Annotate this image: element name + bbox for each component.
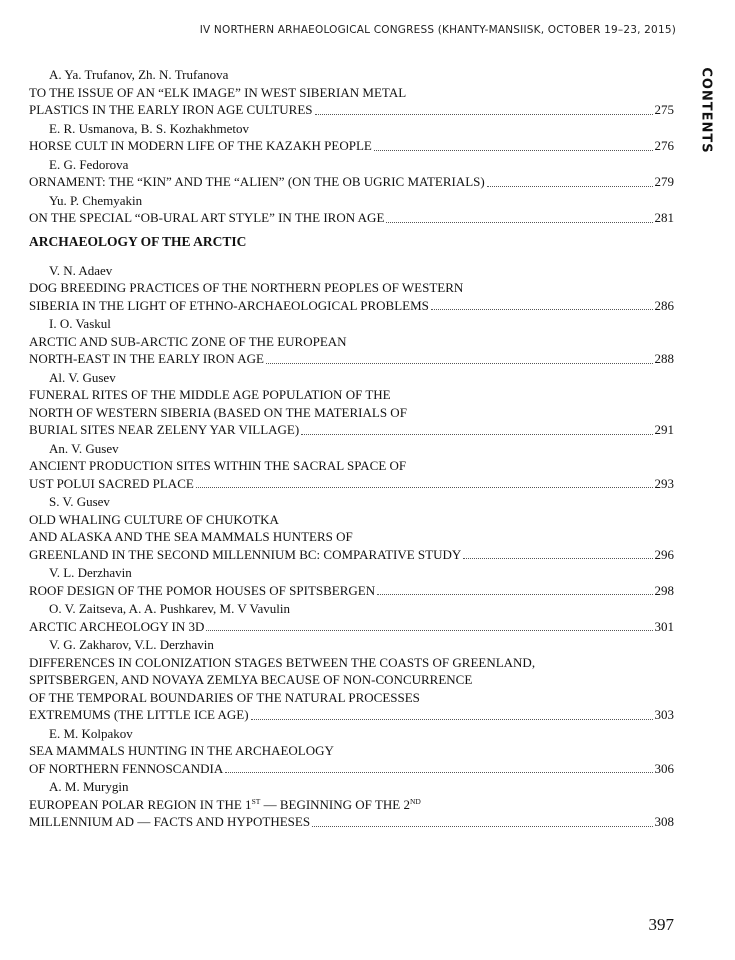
toc-entry-authors: V. N. Adaev: [49, 262, 113, 278]
toc-entry-title-end: ROOF DESIGN OF THE POMOR HOUSES OF SPITSBERGEN: [29, 582, 376, 598]
toc-entry: [29, 778, 674, 831]
dot-leader: [431, 309, 653, 310]
toc-entry-title-line: OF THE TEMPORAL BOUNDARIES OF THE NATURAL PROCESSES: [29, 689, 420, 705]
toc-entry: [29, 600, 674, 635]
toc-entry: [29, 369, 674, 439]
toc-entry-title-line: NORTH OF WESTERN SIBERIA (BASED ON THE MATERIALS OF: [29, 404, 407, 420]
section-heading-arctic: ARCHAEOLOGY OF THE ARCTIC: [29, 233, 247, 249]
toc-entry: [29, 636, 674, 724]
toc-entry-authors: E. M. Kolpakov: [49, 725, 133, 741]
toc-entry-title-end: HORSE CULT IN MODERN LIFE OF THE KAZAKH PEOPLE: [29, 138, 372, 153]
toc-entry-title-end: OF NORTHERN FENNOSCANDIA: [29, 760, 224, 776]
toc-entry-title-end: MILLENNIUM AD — FACTS AND HYPOTHESES: [29, 814, 311, 829]
toc-entry-page[interactable]: 293: [654, 475, 674, 491]
toc-entry: [29, 315, 674, 368]
toc-entry-page[interactable]: 281: [654, 210, 674, 225]
toc-entry-last-line: [29, 582, 674, 600]
toc-entry-page[interactable]: 301: [654, 618, 674, 634]
toc-entry-title-line: FUNERAL RITES OF THE MIDDLE AGE POPULATION OF THE: [29, 387, 391, 402]
toc-entry: [29, 493, 674, 563]
title-text-segment: — BEGINNING OF THE 2: [260, 796, 410, 812]
toc-entry-page[interactable]: 288: [654, 351, 674, 366]
toc-entry-page[interactable]: 276: [654, 138, 674, 153]
toc-entry-authors: Al. V. Gusev: [49, 369, 116, 385]
dot-leader: [386, 222, 652, 223]
ordinal-superscript: ND: [409, 796, 421, 806]
dot-leader: [266, 363, 653, 364]
dot-leader: [225, 772, 652, 773]
toc-entry: [29, 120, 674, 155]
toc-entry-authors: E. G. Fedorova: [49, 156, 129, 172]
page-number: 397: [648, 915, 674, 934]
toc-entry-last-line: [29, 813, 674, 831]
toc-entry-last-line: [29, 546, 674, 564]
toc-entry-page[interactable]: 279: [654, 174, 674, 189]
toc-entry-title-line: DIFFERENCES IN COLONIZATION STAGES BETWEEN THE COASTS OF GREENLAND,: [29, 654, 536, 670]
contents-side-tab: [694, 60, 718, 160]
dot-leader: [487, 186, 653, 187]
toc-entry: [29, 440, 674, 493]
toc-entry-title-line: OLD WHALING CULTURE OF CHUKOTKA: [29, 511, 279, 527]
toc-entry-last-line: [29, 618, 674, 636]
toc-entry-title-end: ON THE SPECIAL “OB-URAL ART STYLE” IN THE IRON AGE: [29, 210, 385, 225]
toc-entry-authors: A. Ya. Trufanov, Zh. N. Trufanova: [49, 67, 229, 82]
dot-leader: [206, 630, 652, 631]
toc-entry: [29, 564, 674, 599]
toc-entry-last-line: [29, 706, 674, 724]
contents-side-tab-label: CONTENTS: [698, 66, 714, 154]
dot-leader: [374, 150, 653, 151]
toc-entry-page[interactable]: 298: [654, 582, 674, 598]
toc-entry-authors: An. V. Gusev: [49, 440, 119, 456]
toc-entry-authors: V. G. Zakharov, V.L. Derzhavin: [49, 637, 214, 652]
table-of-contents: [29, 66, 674, 832]
toc-entry-last-line: [29, 760, 674, 778]
toc-entry: [29, 262, 674, 315]
dot-leader: [315, 114, 653, 115]
toc-entry-title-end: SIBERIA IN THE LIGHT OF ETHNO-ARCHAEOLOGICAL PROBLEMS: [29, 297, 429, 313]
toc-entry-last-line: [29, 297, 674, 315]
dot-leader: [251, 719, 653, 720]
toc-entry-authors: O. V. Zaitseva, A. A. Pushkarev, M. V Vavulin: [49, 601, 290, 616]
dot-leader: [463, 558, 652, 559]
toc-entry-page[interactable]: 303: [654, 707, 674, 722]
toc-entry-last-line: [29, 209, 674, 227]
toc-entry-last-line: [29, 137, 674, 155]
dot-leader: [312, 826, 652, 827]
dot-leader: [196, 487, 653, 488]
toc-entry-authors: A. M. Murygin: [49, 779, 129, 794]
toc-entry-title-line: [29, 796, 674, 814]
toc-entry-last-line: [29, 101, 674, 119]
toc-entry-title-line: ARCTIC AND SUB-ARCTIC ZONE OF THE EUROPEAN: [29, 333, 347, 349]
toc-entry-page[interactable]: 296: [654, 546, 674, 562]
toc-entry: [29, 192, 674, 227]
toc-entry-title-line: SPITSBERGEN, AND NOVAYA ZEMLYA BECAUSE OF NON-CONCURRENCE: [29, 672, 473, 687]
toc-entry-title-end: EXTREMUMS (THE LITTLE ICE AGE): [29, 707, 249, 722]
dot-leader: [377, 594, 652, 595]
toc-entry-title-end: UST POLUI SACRED PLACE: [29, 475, 194, 491]
toc-entry-page[interactable]: 308: [654, 814, 674, 829]
toc-entry-title-line: TO THE ISSUE OF AN “ELK IMAGE” IN WEST SIBERIAN METAL: [29, 84, 407, 100]
toc-entry-last-line: [29, 350, 674, 368]
toc-entry-page[interactable]: 306: [654, 760, 674, 776]
toc-entry-authors: V. L. Derzhavin: [49, 565, 132, 580]
toc-entry-authors: I. O. Vaskul: [49, 316, 111, 331]
toc-entry-title-line: AND ALASKA AND THE SEA MAMMALS HUNTERS OF: [29, 529, 353, 544]
toc-entry: [29, 156, 674, 191]
toc-entry: [29, 66, 674, 119]
toc-entry-title-end: BURIAL SITES NEAR ZELENY YAR VILLAGE): [29, 422, 300, 437]
toc-entry-title-line: DOG BREEDING PRACTICES OF THE NORTHERN PEOPLES OF WESTERN: [29, 280, 464, 295]
toc-entry: [29, 725, 674, 778]
toc-entry-title-end: ARCTIC ARCHEOLOGY IN 3D: [29, 618, 205, 634]
toc-entry-title-end: NORTH-EAST IN THE EARLY IRON AGE: [29, 351, 264, 366]
toc-entry-title-line: SEA MAMMALS HUNTING IN THE ARCHAEOLOGY: [29, 743, 334, 758]
toc-entry-title-end: GREENLAND IN THE SECOND MILLENNIUM BC: COMPARATIVE STUDY: [29, 546, 462, 562]
toc-entry-title-line: ANCIENT PRODUCTION SITES WITHIN THE SACRAL SPACE OF: [29, 458, 407, 473]
toc-entry-last-line: [29, 475, 674, 493]
toc-entry-authors: S. V. Gusev: [49, 494, 110, 509]
toc-entry-authors: Yu. P. Chemyakin: [49, 192, 143, 208]
ordinal-superscript: ST: [251, 796, 261, 806]
toc-entry-last-line: [29, 173, 674, 191]
toc-entries-top: [29, 66, 674, 227]
dot-leader: [301, 434, 652, 435]
toc-entry-last-line: [29, 421, 674, 439]
toc-entry-page[interactable]: 286: [654, 297, 674, 313]
toc-entries-arctic: [29, 262, 674, 831]
toc-entry-page[interactable]: 275: [654, 102, 674, 117]
toc-entry-authors: E. R. Usmanova, B. S. Kozhakhmetov: [49, 120, 250, 136]
running-header: IV NORTHERN ARHAEOLOGICAL CONGRESS (KHANTY-MANSIISK, OCTOBER 19–23, 2015): [199, 24, 676, 36]
title-text-segment: EUROPEAN POLAR REGION IN THE 1: [29, 796, 252, 812]
toc-entry-title-end: PLASTICS IN THE EARLY IRON AGE CULTURES: [29, 102, 313, 117]
toc-entry-title-end: ORNAMENT: THE “KIN” AND THE “ALIEN” (ON THE OB UGRIC MATERIALS): [29, 174, 485, 189]
toc-entry-page[interactable]: 291: [654, 422, 674, 437]
